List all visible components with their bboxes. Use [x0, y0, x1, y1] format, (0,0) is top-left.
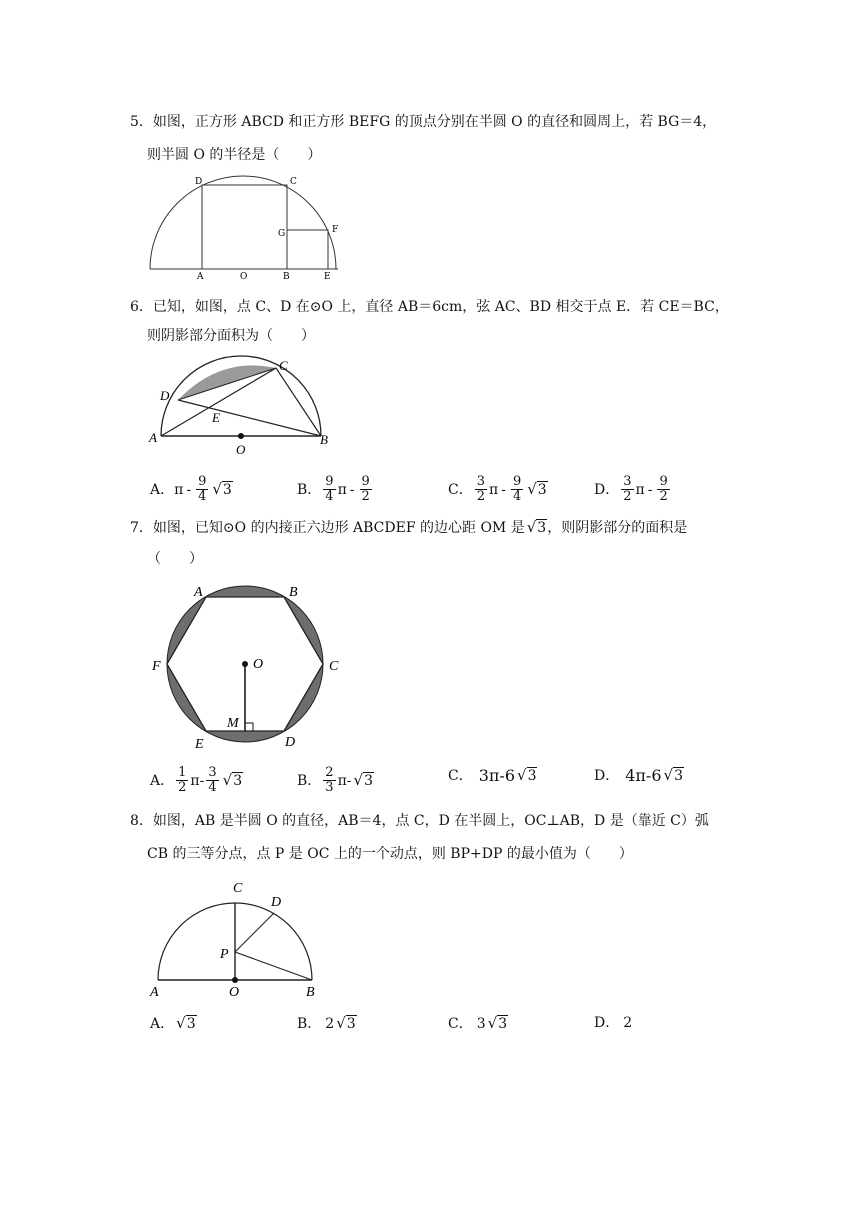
q7-option-a-pi: π	[190, 772, 200, 789]
q7-option-b-pi: π	[337, 772, 347, 789]
q8-text-line1: 8．如图，AB 是半圆 O 的直径，AB＝4，点 C，D 在半圆上，OC⊥AB，D 是（靠近 C）弧	[130, 813, 709, 829]
q5-label-b: B	[283, 272, 290, 282]
q7-label-b: B	[289, 585, 298, 600]
q7-option-c-sqrt: √3	[517, 766, 537, 784]
q6-label-d: D	[160, 388, 170, 403]
q6-option-c-pi: π	[489, 481, 499, 498]
q7-option-a-fraction2: $\frac{3}{4}$	[208, 765, 217, 795]
q7-figure	[145, 578, 355, 756]
q8-option-c-coef: 3	[476, 1015, 486, 1032]
q6-label-a: A	[149, 430, 157, 445]
q8-option-b-coef: 2	[325, 1015, 335, 1032]
q8-option-a-label: A．	[150, 1015, 175, 1032]
q7-label-d: D	[285, 735, 296, 750]
q6-option-c-label: C．	[448, 481, 473, 498]
q5-text-line2: 则半圆 O 的半径是（ ）	[147, 147, 322, 163]
q7-option-b-label: B．	[297, 772, 322, 789]
q6-option-a[interactable]	[150, 475, 233, 504]
q7-label-e: E	[195, 737, 204, 752]
q8-option-d-value: 2	[623, 1015, 633, 1031]
q7-option-d[interactable]	[594, 766, 684, 785]
q6-option-d-fraction2: $\frac{9}{2}$	[659, 474, 668, 504]
q7-label-a: A	[194, 585, 203, 600]
q6-option-c[interactable]	[448, 475, 548, 504]
q8-option-c-label: C．	[448, 1015, 473, 1032]
q5-label-a: A	[197, 272, 204, 282]
q7-option-a-sqrt: √3	[222, 771, 243, 789]
q6-option-a-pi: π	[174, 481, 184, 498]
q6-option-a-minus: -	[186, 481, 192, 498]
q7-option-c-label: C．	[448, 767, 473, 784]
q6-option-b-fraction1: $\frac{9}{4}$	[325, 474, 334, 504]
q7-option-b-fraction: $\frac{2}{3}$	[325, 765, 334, 795]
q7-text-line1-post: ，则阴影部分的面积是	[547, 519, 688, 536]
q7-option-b-minus: -	[346, 772, 352, 789]
q8-text-line2: CB 的三等分点，点 P 是 OC 上的一个动点，则 BP+DP 的最小值为（ ）	[147, 846, 633, 862]
q8-option-a-sqrt: √3	[176, 1014, 196, 1032]
q6-option-a-fraction: $\frac{9}{4}$	[198, 474, 207, 504]
q7-text-line1	[130, 518, 687, 537]
q5-label-f: F	[332, 225, 339, 235]
q5-label-e: E	[324, 272, 331, 282]
q6-option-c-sqrt: √3	[527, 480, 547, 498]
q7-option-d-label: D．	[594, 767, 620, 784]
q6-option-b-fraction2: $\frac{9}{2}$	[361, 474, 370, 504]
q6-option-c-fraction2: $\frac{9}{4}$	[512, 474, 522, 504]
q8-option-d[interactable]	[594, 1014, 632, 1032]
q6-label-c: C	[279, 358, 288, 373]
q7-option-b[interactable]	[297, 766, 374, 795]
q7-text-line1-pre: 7．如图，已知⊙O 的内接正六边形 ABCDEF 的边心距 OM 是	[130, 519, 525, 536]
q7-label-m: M	[227, 716, 239, 731]
q6-figure	[140, 350, 340, 462]
q7-label-c: C	[329, 659, 339, 674]
q8-option-c[interactable]	[448, 1014, 508, 1033]
q8-option-a[interactable]	[150, 1014, 197, 1033]
q8-option-c-sqrt: √3	[487, 1014, 508, 1032]
q8-option-d-label: D．	[594, 1015, 620, 1031]
q6-option-c-fraction1: $\frac{3}{2}$	[476, 474, 485, 504]
q6-text-line1: 6．已知，如图，点 C、D 在⊙O 上，直径 AB＝6cm，弦 AC、BD 相交于点 E．若 CE＝BC，	[130, 299, 729, 315]
q6-option-c-minus: -	[501, 481, 506, 498]
q8-label-b: B	[306, 985, 315, 1000]
q6-label-b: B	[320, 432, 328, 447]
q7-option-a-minus: -	[199, 772, 205, 789]
q8-label-a: A	[150, 985, 159, 1000]
q6-option-d-minus: -	[647, 481, 653, 498]
q7-option-a-fraction1: $\frac{1}{2}$	[178, 765, 187, 795]
q8-label-d: D	[271, 895, 282, 910]
q8-figure	[140, 872, 340, 1002]
q7-option-c-expr: 3π-6	[478, 765, 515, 785]
q7-option-a-label: A．	[150, 772, 175, 789]
q6-option-b[interactable]	[297, 475, 374, 504]
q6-text-line2: 则阴影部分面积为（ ）	[147, 328, 315, 344]
q7-option-b-sqrt: √3	[353, 771, 373, 789]
q5-label-d: D	[195, 177, 203, 187]
q8-label-p: P	[220, 947, 229, 962]
q6-option-d-pi: π	[635, 481, 645, 498]
q6-label-e: E	[212, 410, 220, 425]
q8-option-b[interactable]	[297, 1014, 357, 1033]
q6-option-b-pi: π	[337, 481, 347, 498]
q7-option-d-expr: 4π-6	[625, 765, 662, 785]
q6-option-a-label: A．	[150, 481, 175, 498]
q6-option-d-fraction1: $\frac{3}{2}$	[623, 474, 632, 504]
q5-label-c: C	[290, 177, 297, 187]
q8-option-b-sqrt: √3	[336, 1014, 356, 1032]
q6-option-d[interactable]	[594, 475, 672, 504]
q7-label-o: O	[253, 657, 264, 672]
q8-label-c: C	[233, 881, 243, 896]
q6-label-o: O	[236, 442, 246, 457]
q8-label-o: O	[229, 985, 240, 1000]
q7-text-line2: （ ）	[147, 551, 203, 567]
q6-option-a-sqrt: √3	[212, 480, 232, 498]
q6-option-b-label: B．	[297, 481, 322, 498]
q5-figure	[140, 170, 355, 282]
q5-text-line1: 5．如图，正方形 ABCD 和正方形 BEFG 的顶点分别在半圆 O 的直径和圆周上，若 BG＝4，	[130, 114, 717, 130]
q5-label-g: G	[278, 229, 286, 239]
q7-option-d-sqrt: √3	[663, 766, 683, 784]
q7-option-c[interactable]	[448, 766, 537, 785]
q6-option-b-minus: -	[349, 481, 355, 498]
q8-option-b-label: B．	[297, 1015, 322, 1032]
q6-option-d-label: D．	[594, 481, 620, 498]
q7-label-f: F	[152, 659, 161, 674]
q7-text-sqrt: √3	[526, 518, 547, 536]
q7-option-a[interactable]	[150, 766, 243, 795]
q5-label-o: O	[240, 272, 248, 282]
